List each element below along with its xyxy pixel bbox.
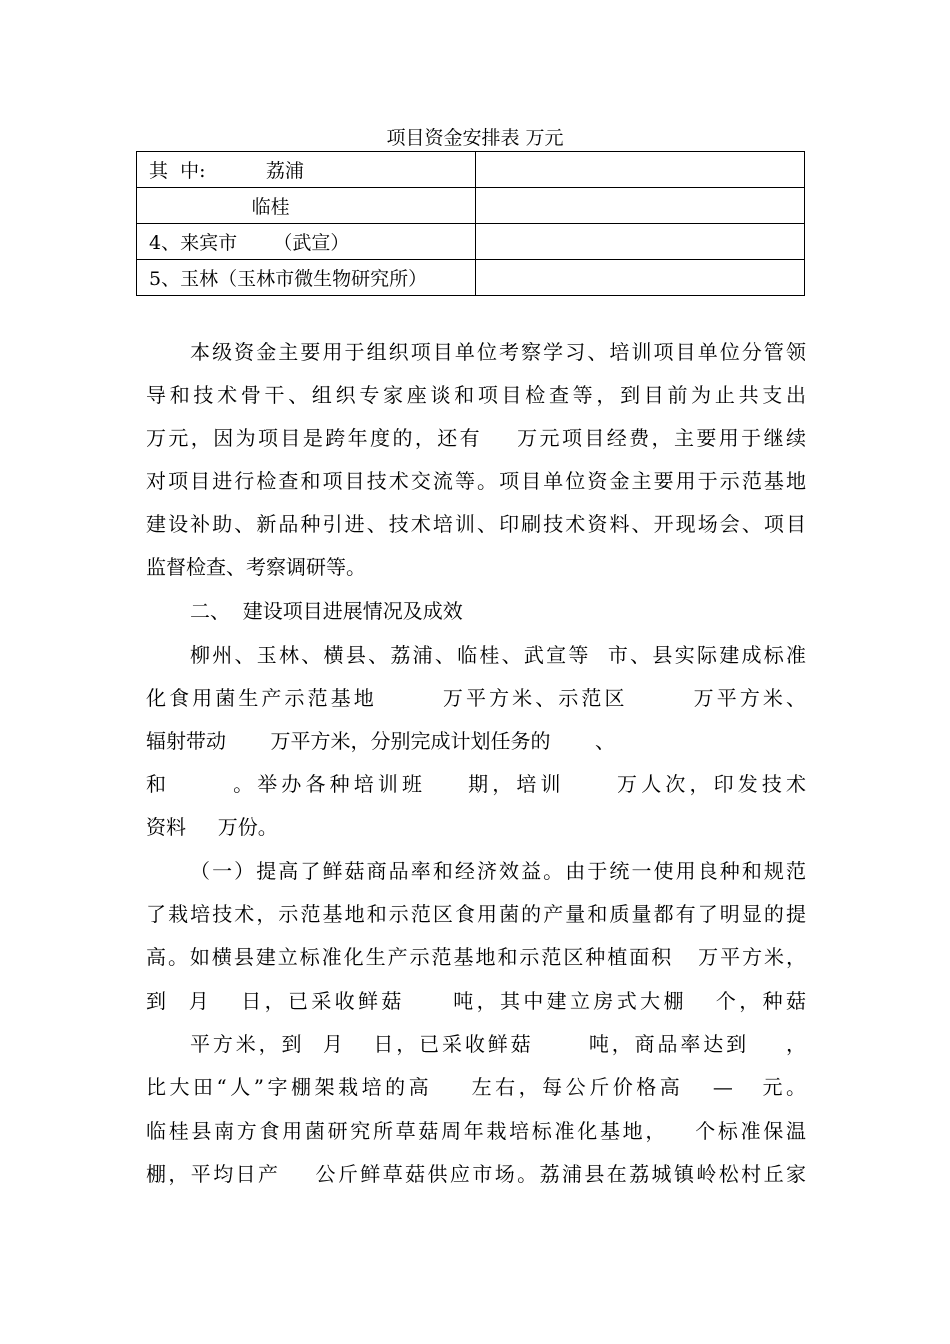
- table-cell: 5、玉林（玉林市微生物研究所）: [137, 260, 476, 296]
- paragraph-line: （一）提高了鲜菇商品率和经济效益。由于统一使用良种和规范: [190, 859, 806, 883]
- paragraph-line: 高。如横县建立标准化生产示范基地和示范区种植面积 万平方米，: [146, 945, 806, 969]
- table-title: 项目资金安排表 万元: [386, 127, 564, 149]
- paragraph-line: 和 。举办各种培训班 期，培训 万人次，印发技术: [146, 772, 806, 796]
- paragraph-line: 监督检查、考察调研等。: [146, 555, 366, 579]
- table-cell: [476, 188, 805, 224]
- table-row: [137, 152, 805, 188]
- paragraph-line: 化食用菌生产示范基地 万平方米、示范区 万平方米、: [146, 686, 806, 710]
- paragraph-line: 资料 万份。: [146, 815, 278, 839]
- paragraph-line: 比大田“人”字棚架栽培的高 左右，每公斤价格高 — 元。: [146, 1075, 806, 1099]
- paragraph-line: 临桂县南方食用菌研究所草菇周年栽培标准化基地， 个标准保温: [146, 1119, 806, 1143]
- table-cell: 临桂: [137, 188, 476, 224]
- table-cell: [476, 152, 805, 188]
- table-row: [137, 224, 805, 260]
- funding-table: [136, 151, 805, 296]
- paragraph-line: 建设补助、新品种引进、技术培训、印刷技术资料、开现场会、项目: [146, 512, 806, 536]
- paragraph-line: 到 月 日，已采收鲜菇 吨，其中建立房式大棚 个，种菇: [146, 989, 806, 1013]
- table-cell: [476, 224, 805, 260]
- table-cell: [476, 260, 805, 296]
- section-heading: 二、 建设项目进展情况及成效: [190, 599, 463, 623]
- paragraph-line: 本级资金主要用于组织项目单位考察学习、培训项目单位分管领: [190, 340, 806, 364]
- paragraph-line: 平方米，到 月 日，已采收鲜菇 吨，商品率达到 ，: [190, 1032, 806, 1056]
- paragraph-line: 导和技术骨干、组织专家座谈和项目检查等，到目前为止共支出: [146, 383, 806, 407]
- paragraph-line: 对项目进行检查和项目技术交流等。项目单位资金主要用于示范基地: [146, 469, 806, 493]
- table-row: [137, 188, 805, 224]
- table-cell: 其 中: 荔浦: [137, 152, 476, 188]
- table-cell: 4、来宾市 （武宣）: [137, 224, 476, 260]
- paragraph-line: 柳州、玉林、横县、荔浦、临桂、武宣等 市、县实际建成标准: [190, 643, 806, 667]
- paragraph-line: 辐射带动 万平方米，分别完成计划任务的 、: [146, 729, 616, 753]
- paragraph-line: 了栽培技术，示范基地和示范区食用菌的产量和质量都有了明显的提: [146, 902, 806, 926]
- paragraph-line: 万元，因为项目是跨年度的，还有 万元项目经费，主要用于继续: [146, 426, 806, 450]
- paragraph-line: 棚，平均日产 公斤鲜草菇供应市场。荔浦县在荔城镇岭松村丘家: [146, 1162, 806, 1186]
- table-row: [137, 260, 805, 296]
